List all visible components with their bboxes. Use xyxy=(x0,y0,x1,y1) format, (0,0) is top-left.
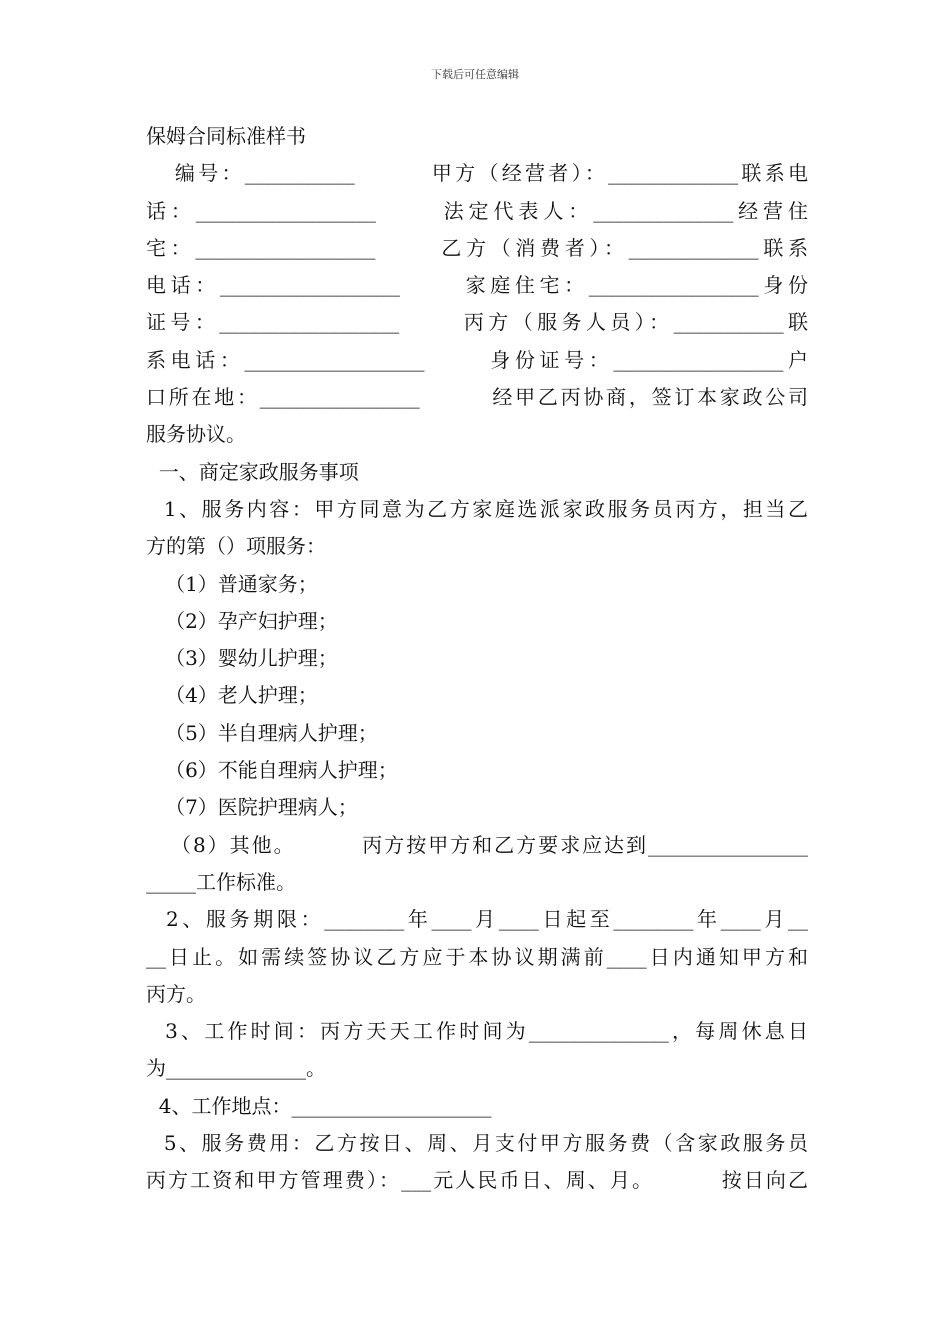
text-line: （3）婴幼儿护理； xyxy=(146,646,338,671)
text-line: （4）老人护理； xyxy=(146,683,318,708)
page-header: 下载后可任意编辑 xyxy=(431,68,519,81)
text-line: 服务协议。 xyxy=(146,422,246,447)
text-line: （8）其他。 丙方按甲方和乙方要求应达到________________ xyxy=(146,832,808,857)
text-line: 编号：___________ 甲方（经营者）：_____________联系电 xyxy=(146,161,808,186)
text-line: （2）孕产妇护理； xyxy=(146,608,338,633)
text-line: 宅：__________________ 乙方（消费者）：_____________联系 xyxy=(146,235,808,260)
text-line: 系电话：__________________ 身份证号：_________________户 xyxy=(146,347,808,372)
text-line: 1、服务内容：甲方同意为乙方家庭选派家政服务员丙方，担当乙 xyxy=(146,496,808,521)
text-line: 丙方。 xyxy=(146,981,206,1006)
text-line: 电话：__________________ 家庭住宅：_________________身份 xyxy=(146,273,808,298)
text-line: 4、工作地点：____________________ xyxy=(146,1093,492,1118)
text-line: 为______________。 xyxy=(146,1056,326,1081)
text-line: 口所在地：________________ 经甲乙丙协商，签订本家政公司 xyxy=(146,385,808,410)
text-line: __日止。如需续签协议乙方应于本协议期满前____日内通知甲方和 xyxy=(146,944,808,969)
text-line: （7）医院护理病人； xyxy=(146,795,358,820)
text-line: （6）不能自理病人护理； xyxy=(146,758,398,783)
document-lines xyxy=(146,155,808,1199)
document-title: 保姆合同标准样书 xyxy=(146,124,306,148)
text-line: 方的第（）项服务： xyxy=(146,534,326,559)
text-line: 5、服务费用：乙方按日、周、月支付甲方服务费（含家政服务员 xyxy=(146,1131,808,1156)
text-line: 3、工作时间：丙方天天工作时间为______________，每周休息日 xyxy=(146,1019,808,1044)
text-line: （1）普通家务； xyxy=(146,571,318,596)
text-line: 一、商定家政服务事项 xyxy=(146,459,359,484)
text-line: 证号：__________________ 丙方（服务人员）：___________联 xyxy=(146,310,808,335)
text-line: 话：__________________ 法定代表人：______________经营住 xyxy=(146,198,808,223)
text-line: _____工作标准。 xyxy=(146,869,296,894)
text-line: 丙方工资和甲方管理费）：___元人民币日、周、月。 按日向乙 xyxy=(146,1168,808,1193)
text-line: 2、服务期限：________年____月____日起至________年____月__ xyxy=(146,907,808,932)
document-body xyxy=(146,118,808,1200)
text-line: （5）半自理病人护理； xyxy=(146,720,378,745)
